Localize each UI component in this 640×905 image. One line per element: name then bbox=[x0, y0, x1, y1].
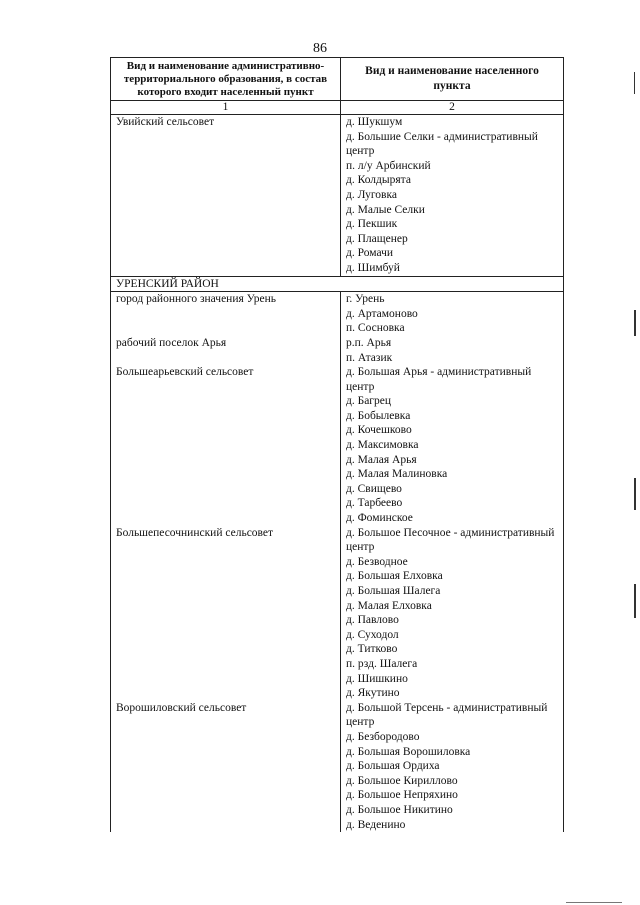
settlement-item: п. л/у Арбинский bbox=[346, 159, 431, 172]
settlement-item: д. Большое Кириллово bbox=[346, 774, 458, 787]
scan-margin-mark bbox=[634, 584, 636, 618]
settlement-item: п. Атазик bbox=[346, 351, 393, 364]
settlement-item: д. Шимбуй bbox=[346, 261, 400, 274]
table-row bbox=[111, 292, 563, 336]
table-row bbox=[111, 115, 563, 277]
settlement-item: д. Павлово bbox=[346, 614, 399, 627]
settlement-item: д. Большая Арья - административный центр bbox=[346, 366, 532, 393]
settlement-item: д. Большой Терсень - административный центр bbox=[346, 701, 548, 729]
settlement-item: д. Луговка bbox=[346, 188, 397, 201]
settlement-item: д. Большая Ордиха bbox=[346, 760, 440, 773]
scan-footer-mark bbox=[566, 902, 622, 903]
settlement-item: д. Колдырята bbox=[346, 174, 411, 187]
settlement-item: д. Малые Селки bbox=[346, 203, 425, 216]
admin-unit-cell: город районного значения Урень bbox=[111, 292, 341, 336]
settlement-item: д. Большие Селки - административный центр bbox=[346, 130, 538, 158]
settlements-cell bbox=[341, 115, 563, 276]
settlement-item: д. Малая Арья bbox=[346, 453, 417, 466]
column-number-row bbox=[111, 101, 563, 115]
settlement-item: р.п. Арья bbox=[346, 336, 392, 349]
scan-margin-mark bbox=[634, 478, 636, 510]
settlement-item: д. Артамоново bbox=[346, 307, 418, 320]
scan-margin-mark bbox=[634, 72, 635, 94]
table-row bbox=[111, 336, 563, 365]
settlement-item: д. Бобылевка bbox=[346, 409, 411, 422]
admin-unit-cell: Большеарьевский сельсовет bbox=[111, 365, 341, 526]
settlement-item: д. Багрец bbox=[346, 395, 392, 408]
settlements-cell bbox=[341, 292, 563, 336]
settlement-item: д. Большая Шалега bbox=[346, 585, 441, 597]
settlement-item: д. Пекшик bbox=[346, 218, 398, 231]
table-row bbox=[111, 526, 563, 701]
settlement-item: д. Шукшум bbox=[346, 116, 403, 128]
settlement-item: д. Суходол bbox=[346, 628, 399, 641]
table-header-row bbox=[111, 58, 563, 101]
settlement-item: д. Большое Песочное - административный центр bbox=[346, 526, 555, 554]
settlements-cell bbox=[341, 336, 563, 365]
settlement-item: д. Большая Ворошиловка bbox=[346, 745, 471, 758]
settlement-item: д. Тарбеево bbox=[346, 497, 403, 510]
header-settlement: Вид и наименование населенного пункта bbox=[365, 65, 539, 92]
settlement-item: д. Максимовка bbox=[346, 439, 419, 452]
settlement-item: д. Якутино bbox=[346, 687, 400, 700]
settlement-item: д. Свищево bbox=[346, 482, 402, 495]
header-admin-unit: Вид и наименование административно-территориального образования, в состав которого входит населенный пункт bbox=[111, 58, 341, 100]
settlements-cell bbox=[341, 526, 563, 701]
table-row bbox=[111, 701, 563, 832]
page-number: 86 bbox=[313, 41, 327, 56]
table-body-previous-district bbox=[111, 115, 563, 277]
settlements-cell bbox=[341, 365, 563, 526]
settlement-item: д. Веденино bbox=[346, 818, 406, 831]
settlement-item: г. Урень bbox=[346, 293, 385, 306]
admin-unit-cell: рабочий поселок Арья bbox=[111, 336, 341, 365]
settlement-item: д. Безводное bbox=[346, 555, 408, 568]
settlement-item: д. Ромачи bbox=[346, 247, 394, 260]
column-number-2: 2 bbox=[449, 101, 455, 113]
settlement-item: д. Большое Непряхино bbox=[346, 789, 458, 802]
scan-margin-mark bbox=[634, 310, 636, 336]
settlement-item: д. Титково bbox=[346, 643, 398, 656]
settlement-item: д. Плащенер bbox=[346, 232, 408, 245]
settlement-item: д. Кочешково bbox=[346, 424, 412, 437]
table-body bbox=[111, 292, 563, 832]
table-row bbox=[111, 365, 563, 526]
settlement-item: д. Шишкино bbox=[346, 672, 408, 685]
settlement-item: д. Малая Малиновка bbox=[346, 468, 448, 481]
settlement-item: п. рзд. Шалега bbox=[346, 657, 418, 670]
admin-unit-cell: Ворошиловский сельсовет bbox=[111, 701, 341, 832]
settlement-item: д. Безбородово bbox=[346, 730, 420, 743]
admin-unit-cell: Увийский сельсовет bbox=[111, 115, 341, 276]
settlement-item: п. Сосновка bbox=[346, 322, 405, 335]
settlement-item: д. Большое Никитино bbox=[346, 803, 453, 816]
district-row: УРЕНСКИЙ РАЙОН bbox=[111, 277, 563, 293]
column-number-1: 1 bbox=[111, 101, 341, 114]
settlements-table bbox=[110, 57, 564, 832]
settlement-item: д. Фоминское bbox=[346, 512, 413, 525]
settlement-item: д. Большая Елховка bbox=[346, 570, 443, 583]
settlements-cell bbox=[341, 701, 563, 832]
admin-unit-cell: Большепесочнинский сельсовет bbox=[111, 526, 341, 701]
settlement-item: д. Малая Елховка bbox=[346, 599, 432, 612]
